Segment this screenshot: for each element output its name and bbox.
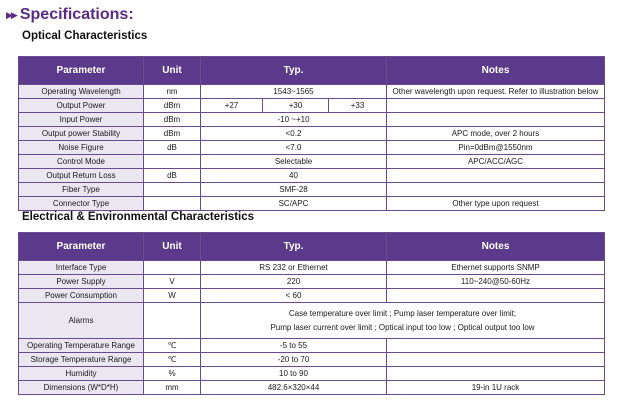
electrical-heading: Electrical & Environmental Characteristics [22, 211, 255, 223]
typ-cell: 40 [201, 169, 387, 183]
header-unit: Unit [144, 57, 201, 85]
table-row [19, 381, 605, 395]
header-parameter: Parameter [19, 57, 144, 85]
notes-cell: APC mode, over 2 hours [387, 127, 605, 141]
unit-cell: ℃ [144, 339, 201, 353]
table-row [19, 85, 605, 99]
table-row [19, 169, 605, 183]
param-cell: Connector Type [19, 197, 144, 211]
header-unit: Unit [144, 233, 201, 261]
typ-cell: < 60 [201, 289, 387, 303]
notes-cell [387, 99, 605, 113]
param-cell: Power Consumption [19, 289, 144, 303]
table-row [19, 113, 605, 127]
notes-cell [387, 353, 605, 367]
param-cell: Operating Temperature Range [19, 339, 144, 353]
header-notes: Notes [387, 233, 605, 261]
param-cell: Control Mode [19, 155, 144, 169]
header-typ: Typ. [201, 57, 387, 85]
typ-cell: 482.6×320×44 [201, 381, 387, 395]
typ-cell: <0.2 [201, 127, 387, 141]
unit-cell: % [144, 367, 201, 381]
typ-cell: Selectable [201, 155, 387, 169]
header-typ: Typ. [201, 233, 387, 261]
typ-cell-c: +33 [329, 99, 387, 113]
page-title-text: Specifications: [19, 6, 134, 23]
header-notes: Notes [387, 57, 605, 85]
unit-cell: dB [144, 169, 201, 183]
notes-cell: 110~240@50-60Hz [387, 275, 605, 289]
unit-cell: dBm [144, 113, 201, 127]
table-row [19, 261, 605, 275]
notes-cell: APC/ACC/AGC [387, 155, 605, 169]
table-row [19, 353, 605, 367]
typ-cell: 1543~1565 [201, 85, 387, 99]
table-row [19, 339, 605, 353]
param-cell: Output Return Loss [19, 169, 144, 183]
typ-cell: <7.0 [201, 141, 387, 155]
table-row [19, 141, 605, 155]
optical-heading: Optical Characteristics [22, 30, 148, 42]
table-row [19, 197, 605, 211]
alarm-line-1: Case temperature over limit ; Pump laser temperature over limit; [288, 308, 517, 318]
notes-cell: 19-in 1U rack [387, 381, 605, 395]
typ-cell: SC/APC [201, 197, 387, 211]
unit-cell: dBm [144, 127, 201, 141]
double-arrow-icon: ▶▶ [6, 9, 16, 20]
unit-cell: ℃ [144, 353, 201, 367]
notes-cell [387, 289, 605, 303]
unit-cell: W [144, 289, 201, 303]
table-row [19, 275, 605, 289]
typ-cell: -20 to 70 [201, 353, 387, 367]
unit-cell: dBm [144, 99, 201, 113]
table-row [19, 127, 605, 141]
unit-cell: mm [144, 381, 201, 395]
param-cell: Noise Figure [19, 141, 144, 155]
unit-cell [144, 303, 201, 339]
table-row [19, 289, 605, 303]
unit-cell [144, 261, 201, 275]
param-cell: Fiber Type [19, 183, 144, 197]
unit-cell [144, 197, 201, 211]
param-cell: Input Power [19, 113, 144, 127]
header-parameter: Parameter [19, 233, 144, 261]
electrical-header-row [19, 233, 605, 261]
param-cell: Output power Stability [19, 127, 144, 141]
table-row [19, 155, 605, 169]
param-cell: Humidity [19, 367, 144, 381]
notes-cell: Other wavelength upon request. Refer to illustration below [387, 85, 605, 99]
table-row [19, 183, 605, 197]
param-cell: Output Power [19, 99, 144, 113]
unit-cell: dB [144, 141, 201, 155]
unit-cell: nm [144, 85, 201, 99]
param-cell: Operating Wavelength [19, 85, 144, 99]
optical-table [18, 56, 605, 211]
param-cell: Dimensions (W*D*H) [19, 381, 144, 395]
notes-cell [387, 183, 605, 197]
alarm-line-2: Pump laser current over limit ; Optical input too low ; Optical output too low [270, 322, 535, 332]
typ-cell-b: +30 [263, 99, 329, 113]
typ-cell: RS 232 or Ethernet [201, 261, 387, 275]
param-cell: Power Supply [19, 275, 144, 289]
table-row [19, 303, 605, 339]
typ-cell: 10 to 90 [201, 367, 387, 381]
typ-cell: -10 ~+10 [201, 113, 387, 127]
unit-cell [144, 155, 201, 169]
typ-cell: -5 to 55 [201, 339, 387, 353]
table-row [19, 367, 605, 381]
unit-cell: V [144, 275, 201, 289]
typ-cell: 220 [201, 275, 387, 289]
notes-cell [387, 339, 605, 353]
typ-cell: SMF-28 [201, 183, 387, 197]
notes-cell: Other type upon request [387, 197, 605, 211]
page-title [6, 4, 134, 26]
param-cell: Storage Temperature Range [19, 353, 144, 367]
notes-cell [387, 169, 605, 183]
notes-cell [387, 113, 605, 127]
notes-cell: Pin=0dBm@1550nm [387, 141, 605, 155]
table-row [19, 99, 605, 113]
typ-cell-a: +27 [201, 99, 263, 113]
notes-cell [387, 367, 605, 381]
notes-cell: Ethernet supports SNMP [387, 261, 605, 275]
optical-header-row [19, 57, 605, 85]
alarms-cell [201, 303, 605, 339]
param-cell: Interface Type [19, 261, 144, 275]
unit-cell [144, 183, 201, 197]
param-cell: Alarms [19, 303, 144, 339]
electrical-table [18, 232, 605, 395]
